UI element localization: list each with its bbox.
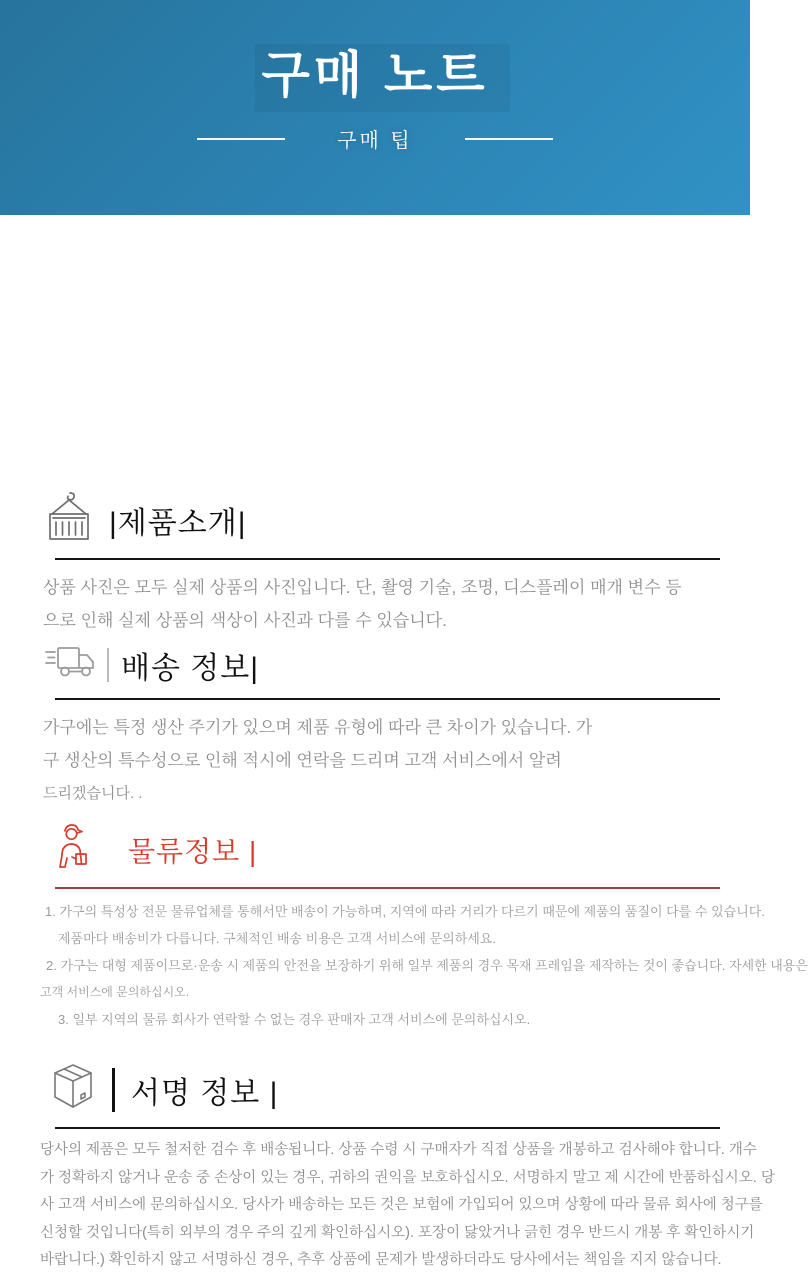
section-product-intro [0,490,750,637]
section-divider [55,1127,720,1129]
subtitle-line-right [465,138,553,140]
body-line: 사 고객 서비스에 문의하십시오. 당사가 배송하는 모든 것은 보험에 가입되어 있으며 상황에 따라 물류 회사에 청구를 [40,1197,763,1213]
section-title: 물류정보 | [128,835,258,867]
body-line: 3. 일부 지역의 물류 회사가 연락할 수 없는 경우 판매자 고객 서비스에 문의하십시오. [58,1012,531,1027]
body-line: 1. 가구의 특성상 전문 물류업체를 통해서만 배송이 가능하며, 지역에 따라 거리가 다르기 때문에 제품의 품질이 다를 수 있습니다. [45,904,765,919]
section-title: |제품소개| [109,506,247,540]
container-crane-icon [43,490,95,549]
section-title: 배송 정보| [121,651,260,685]
header-banner [0,0,750,215]
section-signature-info [0,1061,775,1275]
section-title: 서명 정보 | [131,1076,279,1110]
page-title: 구매 노트 [261,47,489,103]
truck-icon [43,640,97,689]
body-line: 당사의 제품은 모두 철저한 검수 후 배송됩니다. 상품 수령 시 구매자가 직접 상품을 개봉하고 검사해야 합니다. 개수 [40,1142,757,1158]
section-shipping-info [0,640,750,810]
page-subtitle: 구매 팁 [337,130,413,152]
body-line: 드리겠습니다. . [43,785,143,802]
body-line: 신청할 것입니다(특히 외부의 경우 주의 깊게 확인하십시오). 포장이 닳았거나 긁힌 경우 반드시 개봉 후 확인하시기 [40,1224,755,1241]
body-line: 바랍니다.) 확인하지 않고 서명하신 경우, 추후 상품에 문제가 발생하더라도 당사에서는 책임을 지지 않습니다. [40,1252,722,1268]
body-line: 고객 서비스에 문의하십시오. [40,985,190,999]
title-separator-bar [107,648,109,682]
section-divider-red [55,887,720,889]
body-line: 으로 인해 실제 상품의 색상이 사진과 다를 수 있습니다. [43,611,447,630]
body-line: 상품 사진은 모두 실제 상품의 사진입니다. 단, 촬영 기술, 조명, 디스플레이 매개 변수 등 [43,578,682,597]
body-line: 구 생산의 특수성으로 인해 적시에 연락을 드리며 고객 서비스에서 알려 [43,751,562,770]
body-line: 가 정확하지 않거나 운송 중 손상이 있는 경우, 귀하의 권익을 보호하십시오. 서명하지 말고 제 시간에 반품하십시오. 당 [40,1169,775,1186]
section-divider [55,698,720,700]
section-logistics-info [0,821,808,1033]
body-line: 제품마다 배송비가 다릅니다. 구체적인 배송 비용은 고객 서비스에 문의하세요. [58,931,496,946]
courier-icon [50,821,96,878]
title-separator-bar [112,1068,115,1112]
body-line: 가구에는 특정 생산 주기가 있으며 제품 유형에 따라 큰 차이가 있습니다. 가 [43,718,593,737]
section-divider [55,558,720,560]
subtitle-line-left [197,138,285,140]
body-line: 2. 가구는 대형 제품이므로·운송 시 제품의 안전을 보장하기 위해 일부 제품의 경우 목재 프레임을 제작하는 것이 좋습니다. 자세한 내용은 [46,958,808,973]
package-box-icon [48,1061,98,1118]
